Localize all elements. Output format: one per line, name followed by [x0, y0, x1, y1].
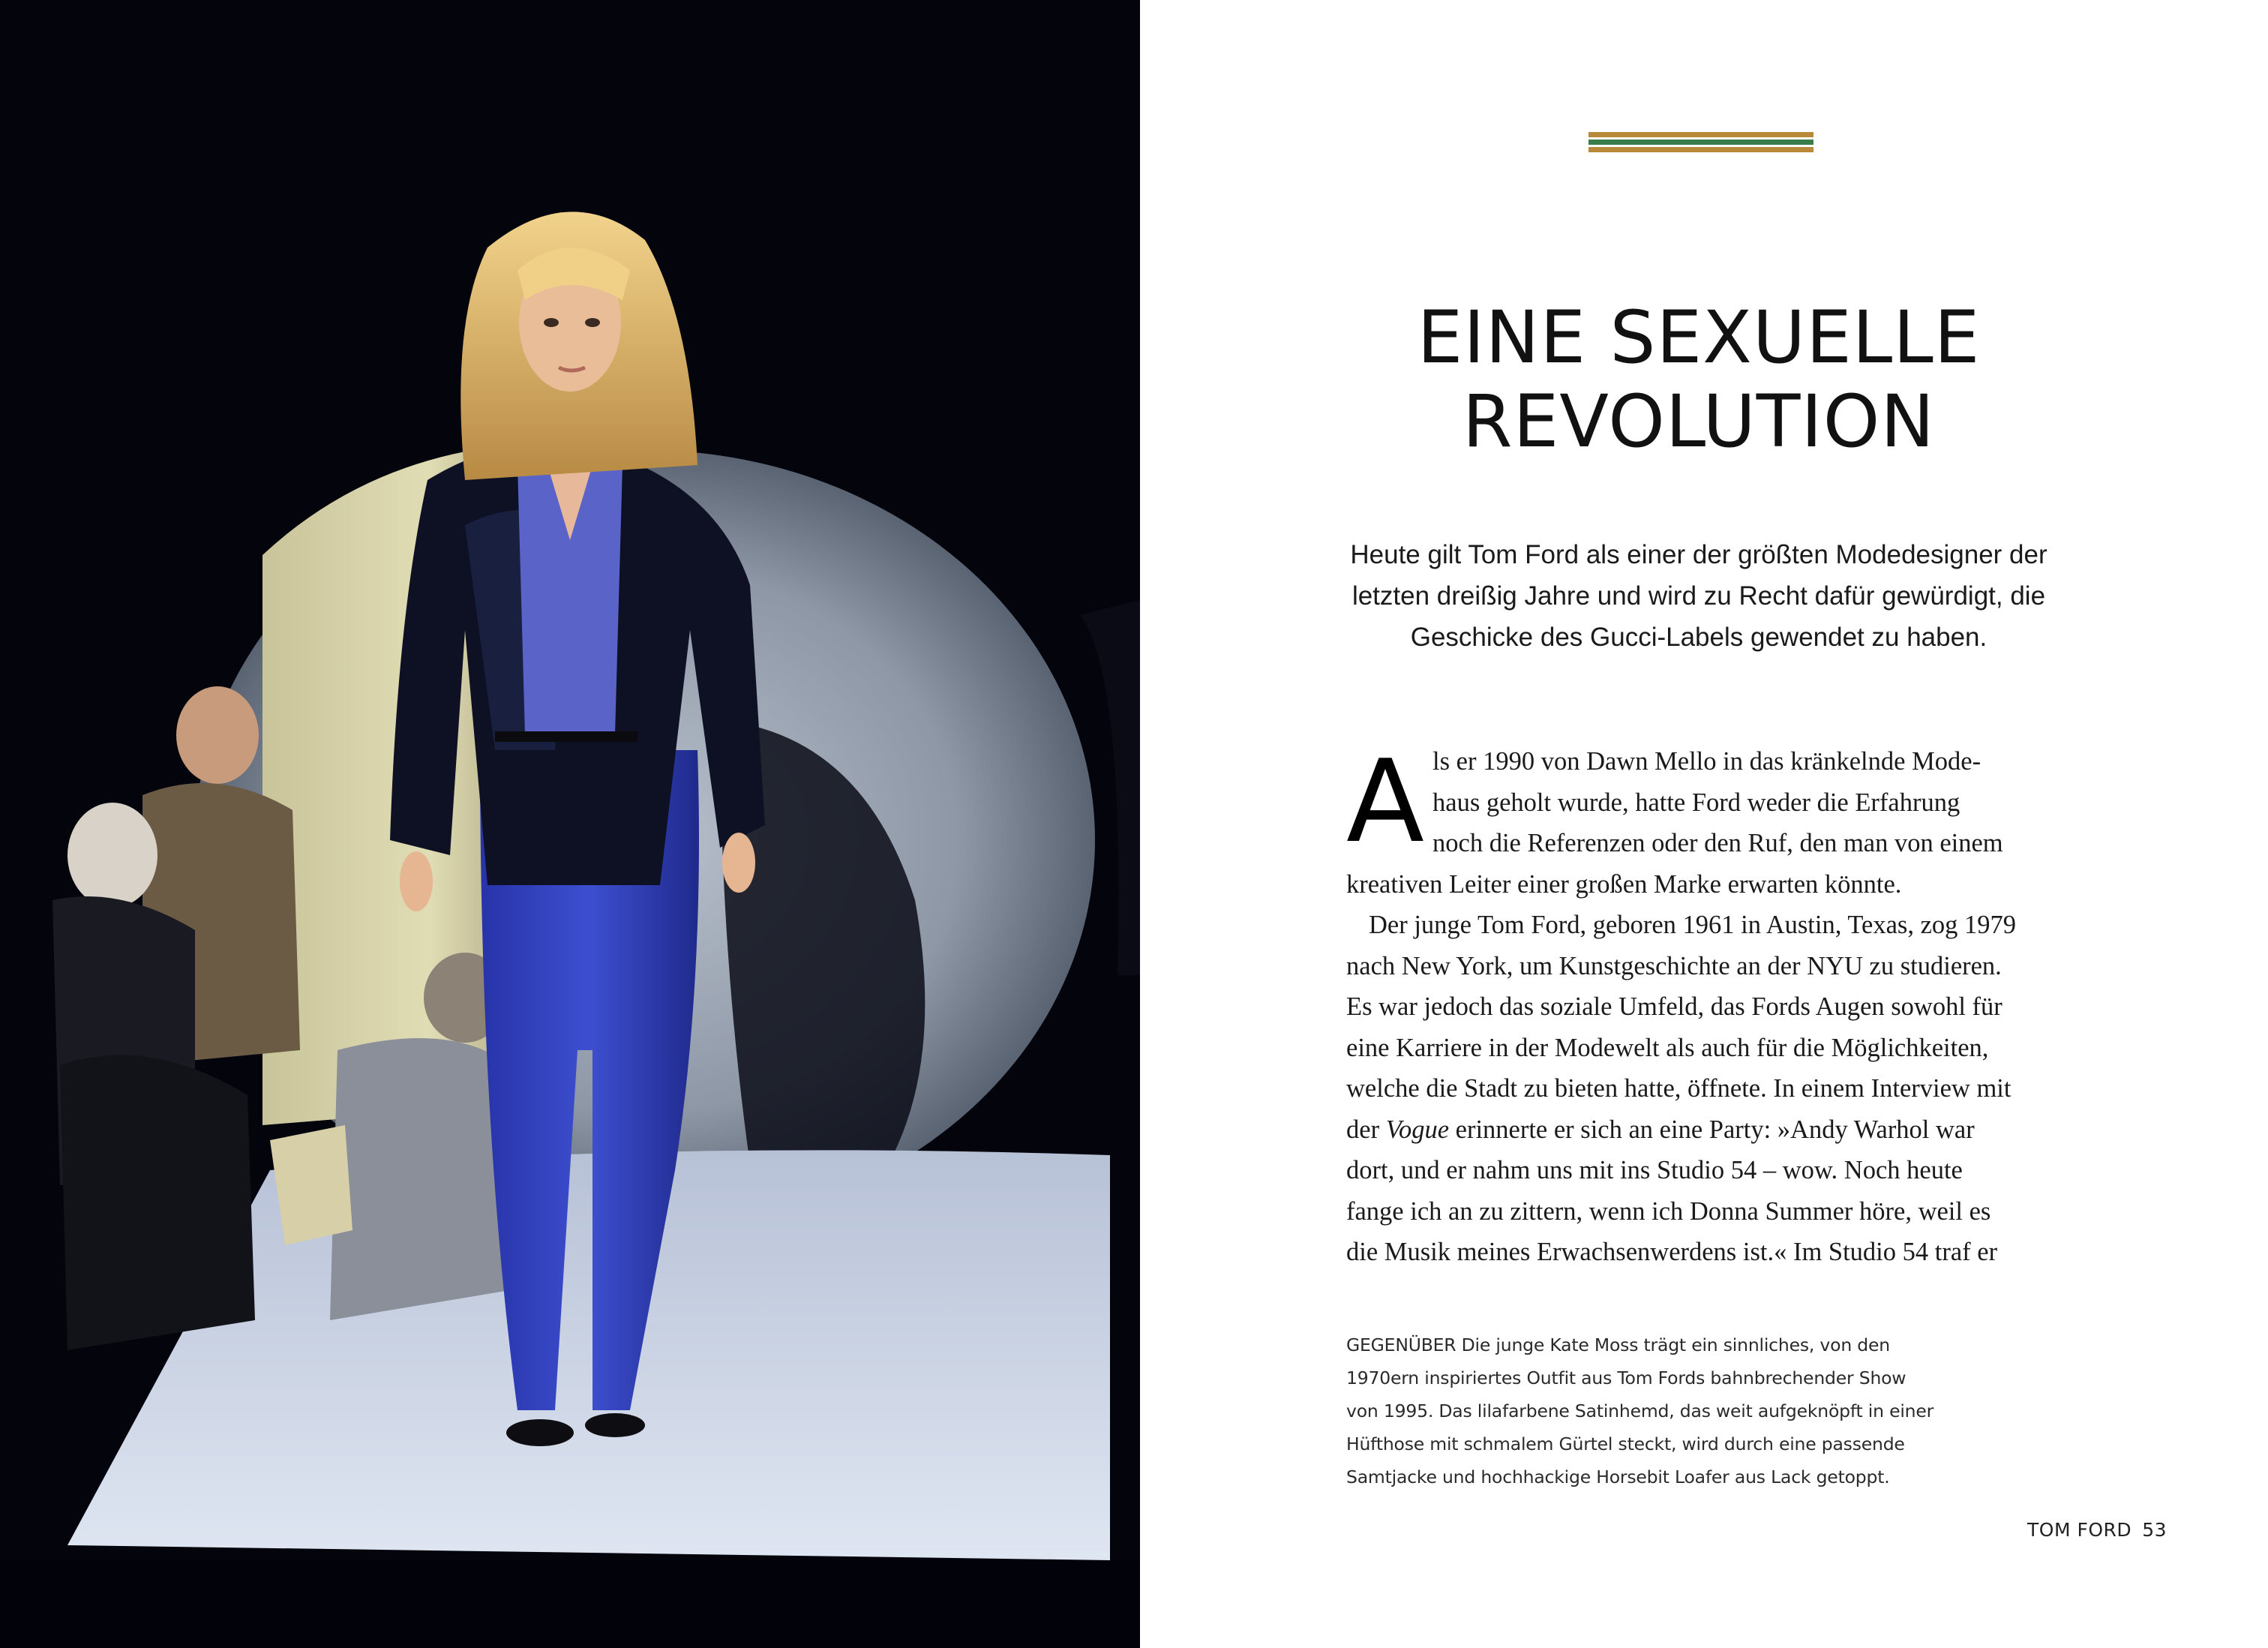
body-line: Es war jedoch das soziale Umfeld, das Fords Augen sowohl für: [1346, 992, 2002, 1021]
body-line: ls er 1990 von Dawn Mello in das kränkelnde Mode-: [1432, 747, 1982, 776]
stripe-gold-top: [1588, 132, 1814, 137]
body-line: noch die Referenzen oder den Ruf, den man von einem: [1432, 829, 2003, 857]
chapter-intro: [1320, 534, 2078, 658]
drop-cap: A: [1346, 735, 1424, 868]
body-text: [1346, 735, 2096, 1273]
bottom-shadow: [0, 1560, 1140, 1648]
chapter-title-line-1: EINE SEXUELLE: [1417, 296, 1981, 380]
decorative-stripe: [1588, 132, 1814, 153]
body-line: kreativen Leiter einer großen Marke erwarten könnte.: [1346, 869, 1902, 899]
body-line: die Musik meines Erwachsenwerdens ist.« Im Studio 54 traf er: [1346, 1238, 1998, 1266]
photo-caption: [1346, 1328, 1961, 1493]
caption-line: von 1995. Das lilafarbene Satinhemd, das weit aufgeknöpft in einer: [1346, 1400, 1934, 1421]
running-head: TOM FORD: [2027, 1519, 2132, 1541]
body-line: fange ich an zu zittern, wenn ich Donna Summer höre, weil es: [1346, 1196, 1991, 1226]
caption-line: Hüfthose mit schmalem Gürtel steckt, wird durch eine passende: [1346, 1433, 1905, 1454]
page-footer: [2027, 1519, 2167, 1541]
stripe-gold-bottom: [1588, 147, 1814, 152]
stripe-green: [1588, 140, 1814, 145]
body-line-start: der: [1346, 1115, 1386, 1144]
body-line: Der junge Tom Ford, geboren 1961 in Austin, Texas, zog 1979: [1369, 911, 2017, 939]
caption-line: GEGENÜBER Die junge Kate Moss trägt ein sinnliches, von den: [1346, 1334, 1890, 1355]
body-line: [1346, 1109, 2096, 1151]
intro-line: Geschicke des Gucci-Labels gewendet zu haben.: [1410, 623, 1988, 652]
intro-line: letzten dreißig Jahre und wird zu Recht dafür gewürdigt, die: [1352, 581, 2046, 611]
body-line: haus geholt wurde, hatte Ford weder die Erfahrung: [1432, 788, 1960, 817]
vogue-title: Vogue: [1385, 1115, 1450, 1144]
chapter-title-line-2: REVOLUTION: [1462, 380, 1936, 464]
caption-line: Samtjacke und hochhackige Horsebit Loafer aus Lack getoppt.: [1346, 1466, 1890, 1487]
body-line: dort, und er nahm uns mit ins Studio 54 – wow. Noch heute: [1346, 1156, 1963, 1184]
chapter-title: [1275, 296, 2122, 464]
body-line: welche die Stadt zu bieten hatte, öffnete. In einem Interview mit: [1346, 1074, 2012, 1103]
caption-line: 1970ern inspiriertes Outfit aus Tom Fords bahnbrechender Show: [1346, 1367, 1906, 1388]
intro-line: Heute gilt Tom Ford als einer der größten Modedesigner der: [1350, 540, 2048, 569]
page-number: 53: [2142, 1519, 2167, 1541]
body-line-end: erinnerte er sich an eine Party: »Andy Warhol war: [1449, 1115, 1975, 1144]
body-line: nach New York, um Kunstgeschichte an der NYU zu studieren.: [1346, 951, 2002, 980]
body-line: eine Karriere in der Modewelt als auch für die Möglichkeiten,: [1346, 1033, 1989, 1062]
